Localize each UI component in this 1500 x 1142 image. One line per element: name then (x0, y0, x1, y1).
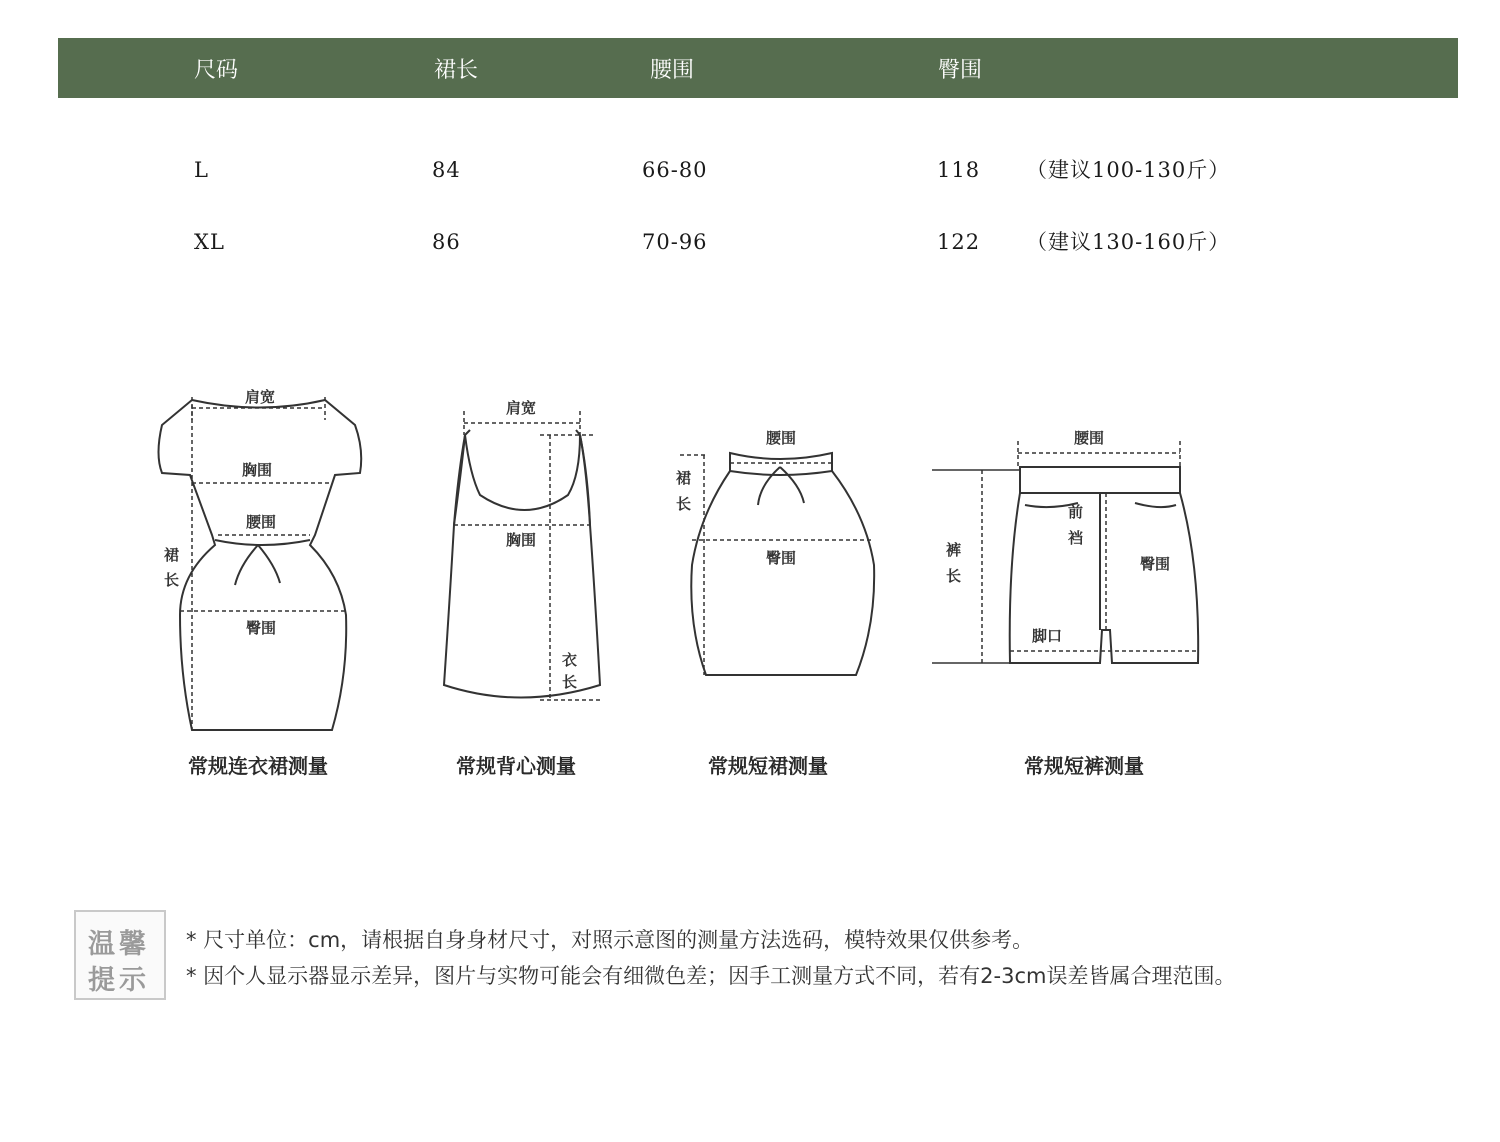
cell-length: 84 (432, 158, 461, 182)
shorts-label-length-1: 裤 (946, 541, 962, 559)
size-table-header (58, 38, 1458, 98)
cell-hip: 122 (937, 230, 981, 254)
skirt-label-waist: 腰围 (766, 429, 797, 447)
cell-weight-note: （建议100-130斤） (1026, 158, 1231, 182)
header-waist: 腰围 (650, 58, 695, 83)
cell-waist: 70-96 (642, 230, 708, 254)
measurement-diagrams (150, 375, 1230, 785)
tip-note: * 因个人显示器显示差异，图片与实物可能会有细微色差；因手工测量方式不同，若有2-3cm误差皆属合理范围。 (186, 964, 1236, 988)
cell-size: XL (194, 230, 225, 254)
skirt-caption: 常规短裙测量 (708, 754, 828, 778)
skirt-label-hip: 臀围 (766, 549, 797, 567)
vest-label-length-1: 衣 (562, 651, 578, 669)
header-hip: 臀围 (938, 58, 983, 83)
tip-note: * 尺寸单位：cm，请根据自身身材尺寸，对照示意图的测量方法选码，模特效果仅供参考。 (186, 928, 1034, 952)
tip-badge (74, 910, 166, 1000)
table-row (0, 150, 1500, 190)
cell-length: 86 (432, 230, 461, 254)
cell-hip: 118 (937, 158, 981, 182)
shorts-label-waist: 腰围 (1074, 429, 1105, 447)
table-row (0, 222, 1500, 262)
header-size: 尺码 (194, 58, 239, 83)
shorts-label-rise-2: 裆 (1068, 529, 1084, 547)
dress-diagram (150, 375, 380, 778)
vest-label-length-2: 长 (562, 673, 578, 691)
dress-caption: 常规连衣裙测量 (188, 754, 328, 778)
skirt-label-length-2: 长 (676, 495, 692, 513)
cell-weight-note: （建议130-160斤） (1026, 230, 1231, 254)
header-length: 裙长 (434, 58, 479, 83)
vest-diagram (430, 375, 620, 778)
vest-caption: 常规背心测量 (456, 754, 576, 778)
cell-size: L (194, 158, 209, 182)
shorts-label-rise-1: 前 (1068, 503, 1084, 521)
tip-line-2: 提示 (88, 965, 150, 996)
skirt-illustration (670, 375, 890, 695)
vest-illustration (430, 375, 620, 715)
shorts-label-leg-opening: 脚口 (1032, 627, 1063, 645)
skirt-diagram (670, 375, 890, 778)
vest-label-shoulder: 肩宽 (506, 399, 537, 417)
cell-waist: 66-80 (642, 158, 708, 182)
dress-label-hip: 臀围 (246, 619, 277, 637)
shorts-label-hip: 臀围 (1140, 555, 1171, 573)
shorts-illustration (930, 375, 1220, 695)
dress-label-length-1: 裙 (164, 546, 180, 564)
dress-label-length-2: 长 (164, 571, 180, 589)
shorts-caption: 常规短裤测量 (1024, 754, 1144, 778)
dress-label-shoulder: 肩宽 (245, 388, 276, 406)
vest-label-chest: 胸围 (506, 531, 537, 549)
dress-illustration (150, 375, 380, 745)
dress-label-waist: 腰围 (246, 513, 277, 531)
shorts-diagram (930, 375, 1220, 778)
dress-label-chest: 胸围 (242, 461, 273, 479)
tip-line-1: 温馨 (88, 929, 150, 960)
skirt-label-length-1: 裙 (676, 469, 692, 487)
shorts-label-length-2: 长 (946, 567, 962, 585)
